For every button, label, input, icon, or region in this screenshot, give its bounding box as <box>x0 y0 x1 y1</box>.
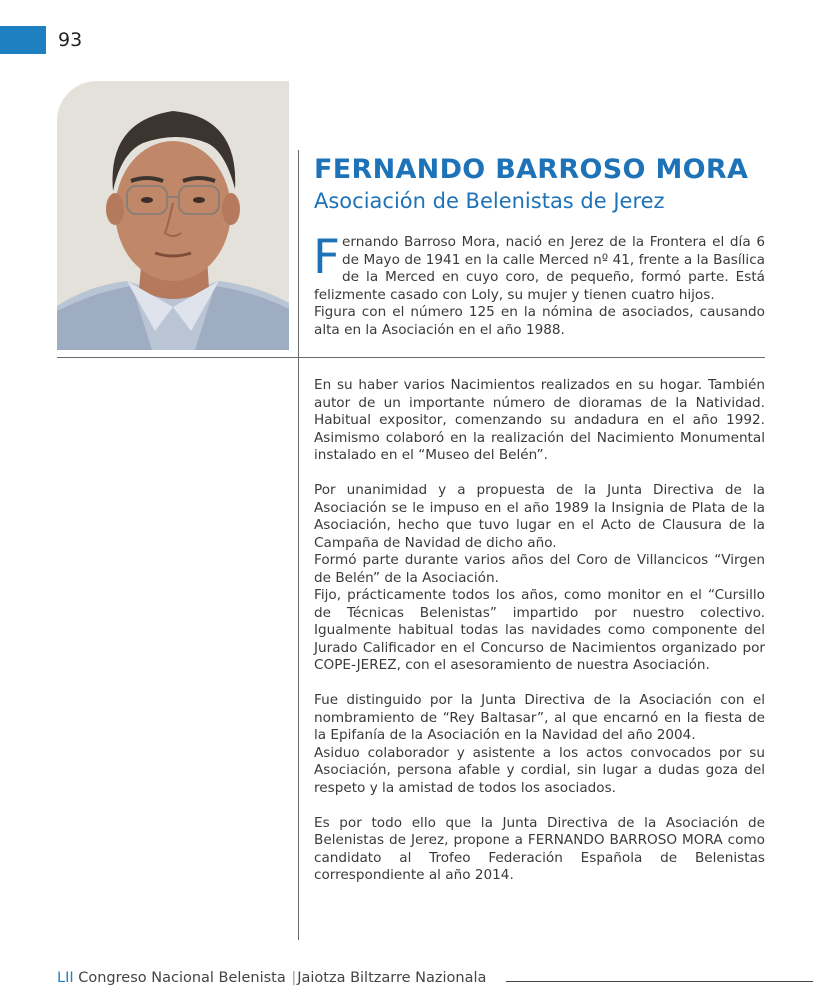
intro-section <box>313 230 765 339</box>
portrait-illustration <box>57 81 289 350</box>
vertical-divider <box>298 150 299 940</box>
rey-baltasar-paragraph: Fue distinguido por la Junta Directiva de la Asociación con el nombramiento de “Rey Baltasar”, al que encarnó en la fiesta de la Epifanía de la Asociación en la Navidad del año 2004. <box>314 692 765 743</box>
portrait-photo <box>57 81 289 350</box>
paragraph-gap <box>314 797 765 815</box>
intro-paragraph <box>313 230 765 304</box>
congress-name: Congreso Nacional Belenista <box>78 970 286 986</box>
works-paragraph: En su haber varios Nacimientos realizados en su hogar. También autor de un importante número de dioramas de la Natividad. Habitual expositor, comenzando su andadura en el año 1992. Asimismo colaboró en la realización del Nacimiento Monumental instalado en el “Museo del Belén”. <box>314 377 765 463</box>
page-number-tab <box>0 26 46 54</box>
horizontal-divider <box>57 357 765 358</box>
association-subheading: Asociación de Belenistas de Jerez <box>314 189 665 213</box>
collaborator-paragraph: Asiduo colaborador y asistente a los actos convocados por su Asociación, persona afable y cordial, sin lugar a dudas goza del respeto y la amistad de todos los asociados. <box>314 744 765 796</box>
congress-name-basque: Jaiotza Biltzarre Nazionala <box>297 970 487 986</box>
congress-edition: LII <box>57 970 74 986</box>
page-footer <box>57 970 486 986</box>
footer-rule <box>506 981 813 982</box>
paragraph-gap <box>314 465 765 483</box>
intro-text: ernando Barroso Mora, nació en Jerez de la Frontera el día 6 de Mayo de 1941 en la calle Merced nº 41, frente a la Basílica de la Merced en cuyo coro, de pequeño, formó parte. Está felizmente casado con Loly, su mujer y tienen cuatro hijos. <box>314 234 765 303</box>
monitor-paragraph: Fijo, prácticamente todos los años, como monitor en el “Cursillo de Técnicas Belenistas” impartido por nuestro colectivo. Igualmente habitual todas las navidades como componente del Jurado Calificador en el Concurso de Nacimientos organizado por COPE-JEREZ, con el asesoramiento de nuestra Asociación. <box>314 587 765 673</box>
person-name-heading: FERNANDO BARROSO MORA <box>314 154 749 185</box>
insignia-paragraph: Por unanimidad y a propuesta de la Junta Directiva de la Asociación se le impuso en el año 1989 la Insignia de Plata de la Asociación, hecho que tuvo lugar en el Acto de Clausura de la Campaña de Navidad de dicho año. <box>314 482 765 551</box>
candidacy-paragraph: Es por todo ello que la Junta Directiva de la Asociación de Belenistas de Jerez, propone a FERNANDO BARROSO MORA como candidato al Trofeo Federación Española de Belenistas correspondiente al año 2014. <box>314 814 765 883</box>
footer-separator: | <box>291 970 297 986</box>
paragraph-gap <box>314 675 765 693</box>
drop-cap: F <box>313 230 341 285</box>
biography-body <box>314 377 765 885</box>
page-number: 93 <box>58 29 83 51</box>
membership-paragraph: Figura con el número 125 en la nómina de asociados, causando alta en la Asociación en el año 1988. <box>314 304 765 338</box>
choir-paragraph: Formó parte durante varios años del Coro de Villancicos “Virgen de Belén” de la Asociación. <box>314 552 765 586</box>
